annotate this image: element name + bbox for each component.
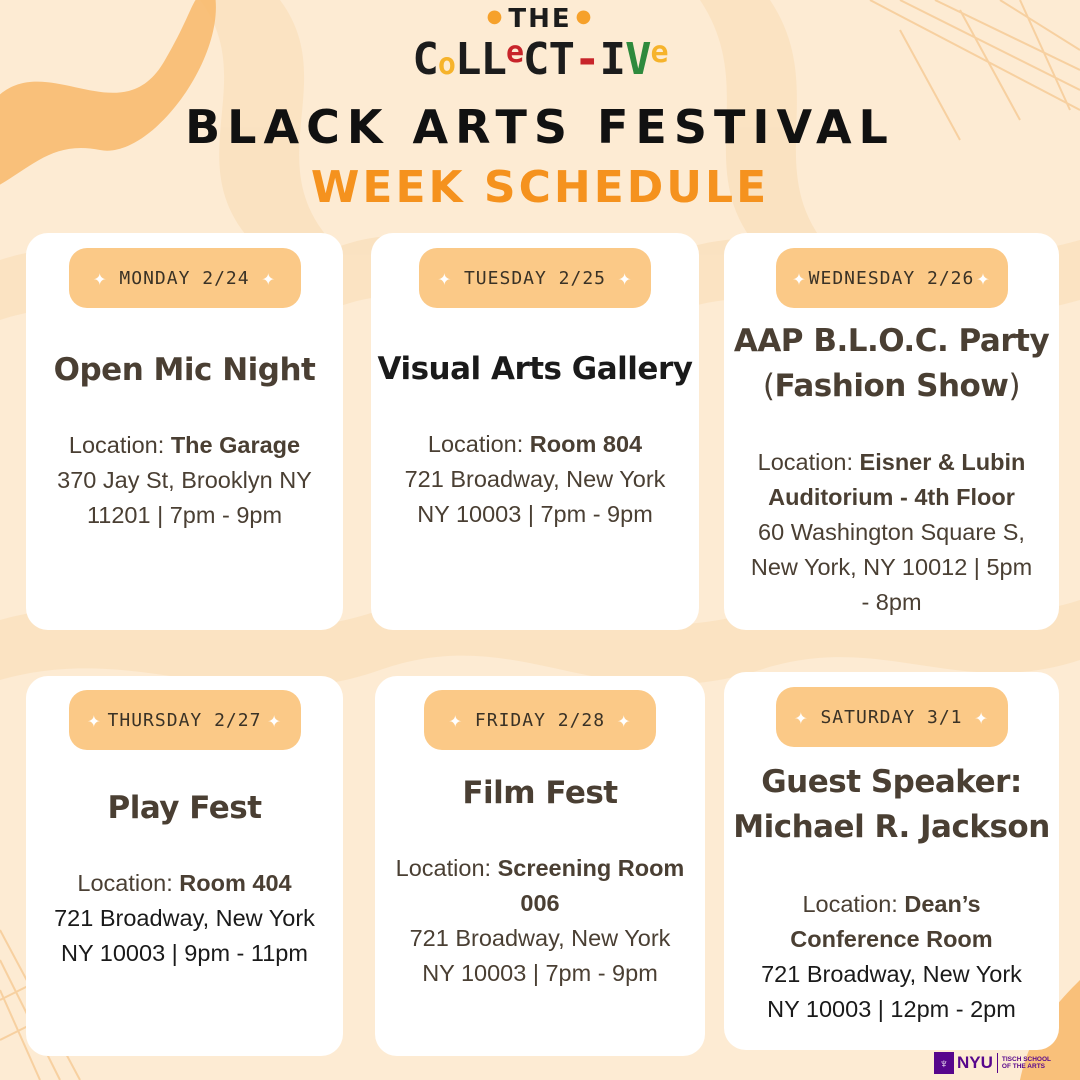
day-label: TUESDAY 2/25 [463,267,607,289]
school-line: TISCH SCHOOL [1001,1056,1052,1063]
event-name-line: Fashion Show [774,368,1009,404]
event-card-tuesday [371,233,699,630]
school-line: OF THE ARTS [1001,1063,1045,1070]
location-label: Location: [68,432,165,458]
paren: ) [1008,368,1021,404]
location-name: The Garage [170,432,301,458]
logo-dot-icon: ● [575,6,594,27]
page-title: BLACK ARTS FESTIVAL [185,100,895,154]
address-line: 721 Broadway, New York [409,925,671,951]
event-card-thursday [26,676,343,1056]
nyu-tisch-logo [934,1050,1078,1076]
event-name: Play Fest [107,790,262,826]
event-card-monday [26,233,343,630]
event-card-friday [375,676,705,1056]
event-name: Open Mic Night [53,352,316,388]
day-pill [776,687,1008,747]
event-location [375,851,705,991]
address-line: New York, NY 10012 | 5pm [750,554,1033,580]
logo-letter: C [523,34,549,85]
logo-the-text: THE [508,4,572,34]
logo-letter: V [625,34,651,85]
event-name-line: Michael R. Jackson [733,809,1050,845]
logo-dot-icon: ● [486,6,505,27]
day-label: SATURDAY 3/1 [820,706,963,728]
logo-letter: - [574,34,600,85]
location-name: Room 404 [179,870,292,896]
address-line: 370 Jay St, Brooklyn NY [57,467,312,493]
logo-letter: e [505,35,524,70]
logo-divider [997,1053,998,1073]
day-label: FRIDAY 2/28 [474,709,606,731]
location-name: Eisner & Lubin [859,449,1026,475]
logo-letter: e [650,35,668,70]
address-line: 721 Broadway, New York [54,905,315,931]
location-label: Location: [77,870,173,896]
sparkle-icon: ✦ [87,707,102,733]
day-label: MONDAY 2/24 [119,267,250,289]
address-line: 721 Broadway, New York [761,961,1022,987]
location-name: Screening Room [497,855,685,881]
address-line: 60 Washington Square S, [758,519,1025,545]
school-name [1002,1056,1051,1070]
address-line: 11201 | 7pm - 9pm [86,502,283,528]
sparkle-icon: ✦ [974,704,989,730]
location-name: 006 [520,890,560,916]
event-location [26,866,343,971]
event-name-line: Guest Speaker: [761,764,1022,800]
sparkle-icon: ✦ [618,265,633,291]
location-name: Room 804 [529,431,643,457]
nyu-name: NYU [957,1053,993,1072]
sparkle-icon: ✦ [794,704,809,730]
sparkle-icon: ✦ [267,707,282,733]
address-line: NY 10003 | 9pm - 11pm [61,940,308,966]
nyu-torch-icon: ♆ [934,1052,954,1074]
sparkle-icon: ✦ [976,265,991,291]
logo-letter: o [437,47,455,82]
day-pill [776,248,1008,308]
event-location [724,445,1059,620]
event-location [26,428,343,533]
page-subtitle: WEEK SCHEDULE [310,162,770,213]
event-location [724,887,1059,1027]
sparkle-icon: ✦ [617,707,632,733]
location-name: Conference Room [790,926,993,952]
location-name: Auditorium - 4th Floor [768,484,1015,510]
location-label: Location: [757,449,854,475]
day-pill [424,690,656,750]
day-pill [69,690,301,750]
logo-collective [0,34,1080,85]
logo-letter: T [548,34,575,85]
event-name: Film Fest [462,775,618,811]
address-line: NY 10003 | 12pm - 2pm [767,996,1016,1022]
sparkle-icon: ✦ [93,265,108,291]
logo-letter: LL [454,34,506,85]
address-line: NY 10003 | 7pm - 9pm [417,501,653,527]
event-card-wednesday [724,233,1059,630]
address-line: - 8pm [861,589,922,615]
logo-the [0,4,1080,34]
address-line: NY 10003 | 7pm - 9pm [422,960,658,986]
location-label: Location: [427,431,524,457]
location-label: Location: [802,891,898,917]
sparkle-icon: ✦ [261,265,276,291]
sparkle-icon: ✦ [448,707,463,733]
event-name: Visual Arts Gallery [377,351,693,387]
day-pill [69,248,301,308]
event-name-line: AAP B.L.O.C. Party [733,323,1050,359]
sparkle-icon: ✦ [792,265,807,291]
day-pill [419,248,651,308]
event-location [371,427,699,532]
event-name [724,319,1059,409]
day-label: THURSDAY 2/27 [107,709,262,731]
logo-letter: C [412,34,438,85]
location-label: Location: [395,855,492,881]
event-name [724,760,1059,850]
location-name: Dean’s [904,891,981,917]
event-card-saturday [724,672,1059,1050]
paren: ( [762,368,775,404]
address-line: 721 Broadway, New York [404,466,666,492]
sparkle-icon: ✦ [437,265,452,291]
day-label: WEDNESDAY 2/26 [808,267,975,289]
logo-letter: I [599,34,626,85]
